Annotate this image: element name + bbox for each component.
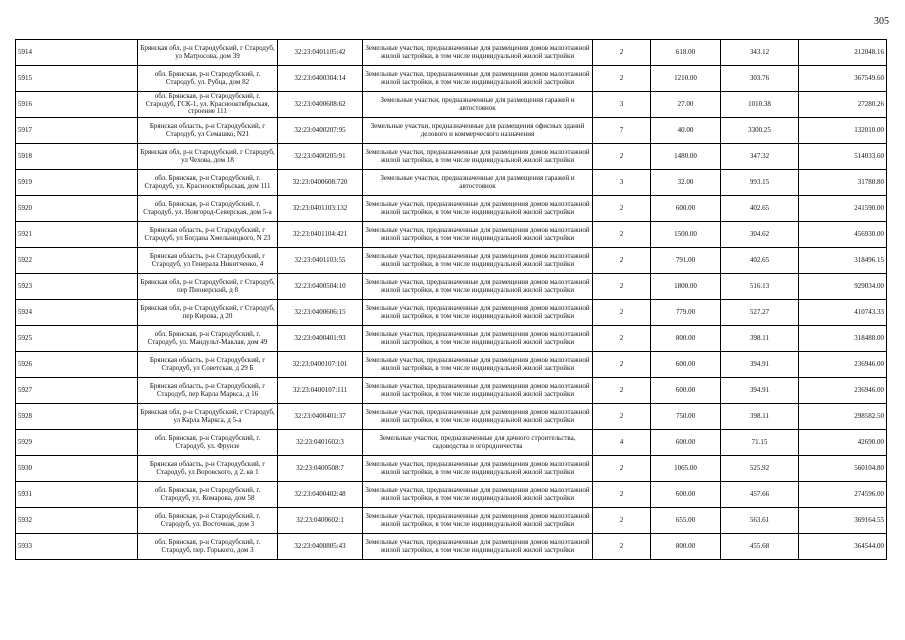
- row-land-use: Земельные участки, предназначенные для размещения домов малоэтажной жилой застройки, в том числе индивидуальной жилой застройки: [363, 326, 593, 352]
- row-address: Брянская обл, р-н Стародубский, г Стародуб, ул Матросова, дом 39: [138, 40, 278, 66]
- row-number: 5914: [16, 40, 138, 66]
- row-specific-value: 525.92: [721, 456, 799, 482]
- row-cadastral-number: 32:23:0400401:37: [278, 404, 363, 430]
- row-address: Брянская обл, р-н Стародубский, г Стародуб, пер Пионерский, д 8: [138, 274, 278, 300]
- row-address: Брянская обл, р-н Стародубский, г Стародуб, пер Кирова, д 20: [138, 300, 278, 326]
- table-row: [16, 92, 887, 118]
- row-number: 5930: [16, 456, 138, 482]
- row-address: Брянская область, р-н Стародубский, г Стародуб, ул Советская, д 29 Б: [138, 352, 278, 378]
- row-group-code: 2: [593, 274, 651, 300]
- row-cadastral-value: 236946.00: [799, 378, 887, 404]
- row-number: 5917: [16, 118, 138, 144]
- table-row: [16, 248, 887, 274]
- row-cadastral-number: 32:23:0400304:14: [278, 66, 363, 92]
- row-address: Брянская область, р-н Стародубский, г Стародуб, пер Карла Маркса, д 16: [138, 378, 278, 404]
- row-group-code: 2: [593, 196, 651, 222]
- row-area: 791.00: [651, 248, 721, 274]
- row-specific-value: 563.61: [721, 508, 799, 534]
- row-cadastral-value: 410743.33: [799, 300, 887, 326]
- cadastral-value-table: [15, 39, 887, 560]
- row-land-use: Земельные участки, предназначенные для размещения домов малоэтажной жилой застройки, в том числе индивидуальной жилой застройки: [363, 274, 593, 300]
- row-group-code: 2: [593, 352, 651, 378]
- row-specific-value: 457.66: [721, 482, 799, 508]
- row-cadastral-value: 367549.60: [799, 66, 887, 92]
- row-cadastral-value: 369164.55: [799, 508, 887, 534]
- row-number: 5926: [16, 352, 138, 378]
- row-address: Брянская область, р-н Стародубский, г Стародуб, ул Генерала Никитченко, 4: [138, 248, 278, 274]
- row-group-code: 2: [593, 378, 651, 404]
- row-group-code: 4: [593, 430, 651, 456]
- row-area: 1800.00: [651, 274, 721, 300]
- row-address: обл. Брянская, р-н Стародубский, г. Стародуб, ул. Фрунзе: [138, 430, 278, 456]
- row-area: 600.00: [651, 352, 721, 378]
- table-row: [16, 66, 887, 92]
- row-number: 5919: [16, 170, 138, 196]
- table-row: [16, 352, 887, 378]
- row-address: Брянская область, р-н Стародубский, г Стародуб, ул Богдана Хмельницкого, N 23: [138, 222, 278, 248]
- row-address: Брянская обл, р-н Стародубский, г Стародуб, ул Карла Маркса, д 5-а: [138, 404, 278, 430]
- row-specific-value: 304.62: [721, 222, 799, 248]
- row-group-code: 2: [593, 248, 651, 274]
- row-specific-value: 3300.25: [721, 118, 799, 144]
- row-land-use: Земельные участки, предназначенные для размещения гаражей и автостоянок: [363, 92, 593, 118]
- row-specific-value: 402.65: [721, 248, 799, 274]
- row-cadastral-value: 560104.80: [799, 456, 887, 482]
- row-cadastral-value: 42690.00: [799, 430, 887, 456]
- row-address: обл. Брянская, р-н Стародубский, г. Стародуб, пер. Горького, дом 3: [138, 534, 278, 560]
- row-cadastral-value: 241590.00: [799, 196, 887, 222]
- row-number: 5931: [16, 482, 138, 508]
- table-row: [16, 274, 887, 300]
- row-cadastral-value: 318488.00: [799, 326, 887, 352]
- table-row: [16, 196, 887, 222]
- row-group-code: 2: [593, 482, 651, 508]
- row-number: 5929: [16, 430, 138, 456]
- row-specific-value: 527.27: [721, 300, 799, 326]
- row-number: 5927: [16, 378, 138, 404]
- row-group-code: 2: [593, 300, 651, 326]
- row-group-code: 2: [593, 40, 651, 66]
- table-row: [16, 144, 887, 170]
- row-cadastral-number: 32:23:0400107:101: [278, 352, 363, 378]
- row-area: 655.00: [651, 508, 721, 534]
- row-group-code: 2: [593, 222, 651, 248]
- row-cadastral-number: 32:23:0400602:1: [278, 508, 363, 534]
- row-area: 779.00: [651, 300, 721, 326]
- row-cadastral-number: 32:23:0401602:3: [278, 430, 363, 456]
- table-row: [16, 118, 887, 144]
- row-area: 1500.00: [651, 222, 721, 248]
- row-land-use: Земельные участки, предназначенные для размещения домов малоэтажной жилой застройки, в том числе индивидуальной жилой застройки: [363, 300, 593, 326]
- row-cadastral-number: 32:23:0400402:48: [278, 482, 363, 508]
- row-specific-value: 398.11: [721, 326, 799, 352]
- row-address: обл. Брянская, р-н Стародубский, г. Стародуб, ул. Новгород-Северская, дом 5-а: [138, 196, 278, 222]
- table-row: [16, 430, 887, 456]
- table-row: [16, 404, 887, 430]
- row-land-use: Земельные участки, предназначенные для размещения домов малоэтажной жилой застройки, в том числе индивидуальной жилой застройки: [363, 404, 593, 430]
- table-row: [16, 456, 887, 482]
- row-number: 5920: [16, 196, 138, 222]
- row-cadastral-number: 32:23:0400508:7: [278, 456, 363, 482]
- row-address: Брянская обл, р-н Стародубский, г Стародуб, ул Чехова, дом 18: [138, 144, 278, 170]
- row-number: 5916: [16, 92, 138, 118]
- row-area: 1210.00: [651, 66, 721, 92]
- row-area: 27.00: [651, 92, 721, 118]
- row-group-code: 3: [593, 92, 651, 118]
- row-number: 5918: [16, 144, 138, 170]
- row-area: 600.00: [651, 430, 721, 456]
- table-row: [16, 378, 887, 404]
- row-area: 600.00: [651, 378, 721, 404]
- row-cadastral-number: 32:23:0401103:55: [278, 248, 363, 274]
- table-row: [16, 222, 887, 248]
- row-land-use: Земельные участки, предназначенные для размещения домов малоэтажной жилой застройки, в том числе индивидуальной жилой застройки: [363, 352, 593, 378]
- row-land-use: Земельные участки, предназначенные для размещения домов малоэтажной жилой застройки, в том числе индивидуальной жилой застройки: [363, 508, 593, 534]
- row-cadastral-value: 364544.00: [799, 534, 887, 560]
- row-land-use: Земельные участки, предназначенные для размещения домов малоэтажной жилой застройки, в том числе индивидуальной жилой застройки: [363, 456, 593, 482]
- row-land-use: Земельные участки, предназначенные для размещения домов малоэтажной жилой застройки, в том числе индивидуальной жилой застройки: [363, 378, 593, 404]
- row-specific-value: 398.11: [721, 404, 799, 430]
- table-row: [16, 40, 887, 66]
- row-group-code: 2: [593, 508, 651, 534]
- row-cadastral-value: 929034.00: [799, 274, 887, 300]
- row-address: обл. Брянская, р-н Стародубский, г. Стародуб, ГСК-1, ул. Краснооктябрьская, строение 111: [138, 92, 278, 118]
- row-area: 32.00: [651, 170, 721, 196]
- row-area: 800.00: [651, 326, 721, 352]
- row-number: 5921: [16, 222, 138, 248]
- table-row: [16, 482, 887, 508]
- row-land-use: Земельные участки, предназначенные для размещения домов малоэтажной жилой застройки, в том числе индивидуальной жилой застройки: [363, 482, 593, 508]
- row-land-use: Земельные участки, предназначенные для размещения гаражей и автостоянок: [363, 170, 593, 196]
- row-address: Брянская область, р-н Стародубский, г Стародуб, ул Семашко, N21: [138, 118, 278, 144]
- row-cadastral-value: 298582.50: [799, 404, 887, 430]
- row-cadastral-number: 32:23:0400805:43: [278, 534, 363, 560]
- row-address: обл. Брянская, р-н Стародубский, г. Стародуб, ул. Восточная, дом 3: [138, 508, 278, 534]
- row-cadastral-number: 32:23:0400401:93: [278, 326, 363, 352]
- row-number: 5925: [16, 326, 138, 352]
- row-land-use: Земельные участки, предназначенные для размещения домов малоэтажной жилой застройки, в том числе индивидуальной жилой застройки: [363, 66, 593, 92]
- row-specific-value: 394.91: [721, 378, 799, 404]
- table-row: [16, 508, 887, 534]
- row-group-code: 2: [593, 66, 651, 92]
- row-cadastral-value: 456930.00: [799, 222, 887, 248]
- row-group-code: 2: [593, 326, 651, 352]
- row-cadastral-number: 32:23:0401104:421: [278, 222, 363, 248]
- row-group-code: 7: [593, 118, 651, 144]
- row-cadastral-number: 32:23:0400606:15: [278, 300, 363, 326]
- row-area: 750.00: [651, 404, 721, 430]
- row-number: 5915: [16, 66, 138, 92]
- row-number: 5923: [16, 274, 138, 300]
- row-area: 40.00: [651, 118, 721, 144]
- row-area: 618.00: [651, 40, 721, 66]
- row-cadastral-value: 31780.80: [799, 170, 887, 196]
- row-land-use: Земельные участки, предназначенные для размещения офисных зданий делового и коммерческого назначения: [363, 118, 593, 144]
- row-land-use: Земельные участки, предназначенные для размещения домов малоэтажной жилой застройки, в том числе индивидуальной жилой застройки: [363, 144, 593, 170]
- row-number: 5924: [16, 300, 138, 326]
- row-group-code: 2: [593, 144, 651, 170]
- row-address: обл. Брянская, р-н Стародубский, г. Стародуб, ул. Рубца, дом 82: [138, 66, 278, 92]
- row-cadastral-value: 132010.00: [799, 118, 887, 144]
- row-address: обл. Брянская, р-н Стародубский, г. Стародуб, ул. Краснооктябрьская, дом 111: [138, 170, 278, 196]
- row-specific-value: 993.15: [721, 170, 799, 196]
- row-specific-value: 343.12: [721, 40, 799, 66]
- row-number: 5933: [16, 534, 138, 560]
- row-cadastral-value: 212048.16: [799, 40, 887, 66]
- row-land-use: Земельные участки, предназначенные для размещения домов малоэтажной жилой застройки, в том числе индивидуальной жилой застройки: [363, 248, 593, 274]
- row-cadastral-number: 32:23:0400207:95: [278, 118, 363, 144]
- row-address: Брянская область, р-н Стародубский, г Стародуб, ул Воровского, д 2, кв 1: [138, 456, 278, 482]
- row-specific-value: 402.65: [721, 196, 799, 222]
- table-body: [16, 40, 887, 560]
- row-specific-value: 516.13: [721, 274, 799, 300]
- row-cadastral-number: 32:23:0400107:111: [278, 378, 363, 404]
- row-cadastral-value: 27280.26: [799, 92, 887, 118]
- table-row: [16, 300, 887, 326]
- row-number: 5932: [16, 508, 138, 534]
- row-area: 600.00: [651, 482, 721, 508]
- row-cadastral-value: 318496.15: [799, 248, 887, 274]
- row-land-use: Земельные участки, предназначенные для размещения домов малоэтажной жилой застройки, в том числе индивидуальной жилой застройки: [363, 534, 593, 560]
- row-area: 600.00: [651, 196, 721, 222]
- row-number: 5928: [16, 404, 138, 430]
- row-address: обл. Брянская, р-н Стародубский, г. Стародуб, ул. Мандульт-Маклая, дом 49: [138, 326, 278, 352]
- row-cadastral-number: 32:23:0400608:62: [278, 92, 363, 118]
- table-row: [16, 170, 887, 196]
- row-number: 5922: [16, 248, 138, 274]
- row-land-use: Земельные участки, предназначенные для размещения домов малоэтажной жилой застройки, в том числе индивидуальной жилой застройки: [363, 222, 593, 248]
- row-cadastral-value: 274596.00: [799, 482, 887, 508]
- row-specific-value: 394.91: [721, 352, 799, 378]
- row-group-code: 3: [593, 170, 651, 196]
- row-specific-value: 303.76: [721, 66, 799, 92]
- row-specific-value: 347.32: [721, 144, 799, 170]
- table-row: [16, 534, 887, 560]
- row-specific-value: 455.68: [721, 534, 799, 560]
- page-number: 305: [874, 16, 889, 27]
- row-cadastral-value: 514033.60: [799, 144, 887, 170]
- row-area: 1065.00: [651, 456, 721, 482]
- row-area: 1480.00: [651, 144, 721, 170]
- table-row: [16, 326, 887, 352]
- row-specific-value: 71.15: [721, 430, 799, 456]
- row-specific-value: 1010.38: [721, 92, 799, 118]
- row-cadastral-value: 236946.00: [799, 352, 887, 378]
- row-cadastral-number: 32:23:0400205:91: [278, 144, 363, 170]
- row-address: обл. Брянская, р-н Стародубский, г. Стародуб, ул. Комарова, дом 58: [138, 482, 278, 508]
- row-cadastral-number: 32:23:0401105:42: [278, 40, 363, 66]
- row-cadastral-number: 32:23:0400608:720: [278, 170, 363, 196]
- row-cadastral-number: 32:23:0400504:10: [278, 274, 363, 300]
- row-group-code: 2: [593, 456, 651, 482]
- row-land-use: Земельные участки, предназначенные для размещения домов малоэтажной жилой застройки, в том числе индивидуальной жилой застройки: [363, 196, 593, 222]
- row-cadastral-number: 32:23:0401103:132: [278, 196, 363, 222]
- row-group-code: 2: [593, 404, 651, 430]
- row-land-use: Земельные участки, предназначенные для дачного строительства, садоводства и огородничества: [363, 430, 593, 456]
- row-group-code: 2: [593, 534, 651, 560]
- row-area: 800.00: [651, 534, 721, 560]
- row-land-use: Земельные участки, предназначенные для размещения домов малоэтажной жилой застройки, в том числе индивидуальной жилой застройки: [363, 40, 593, 66]
